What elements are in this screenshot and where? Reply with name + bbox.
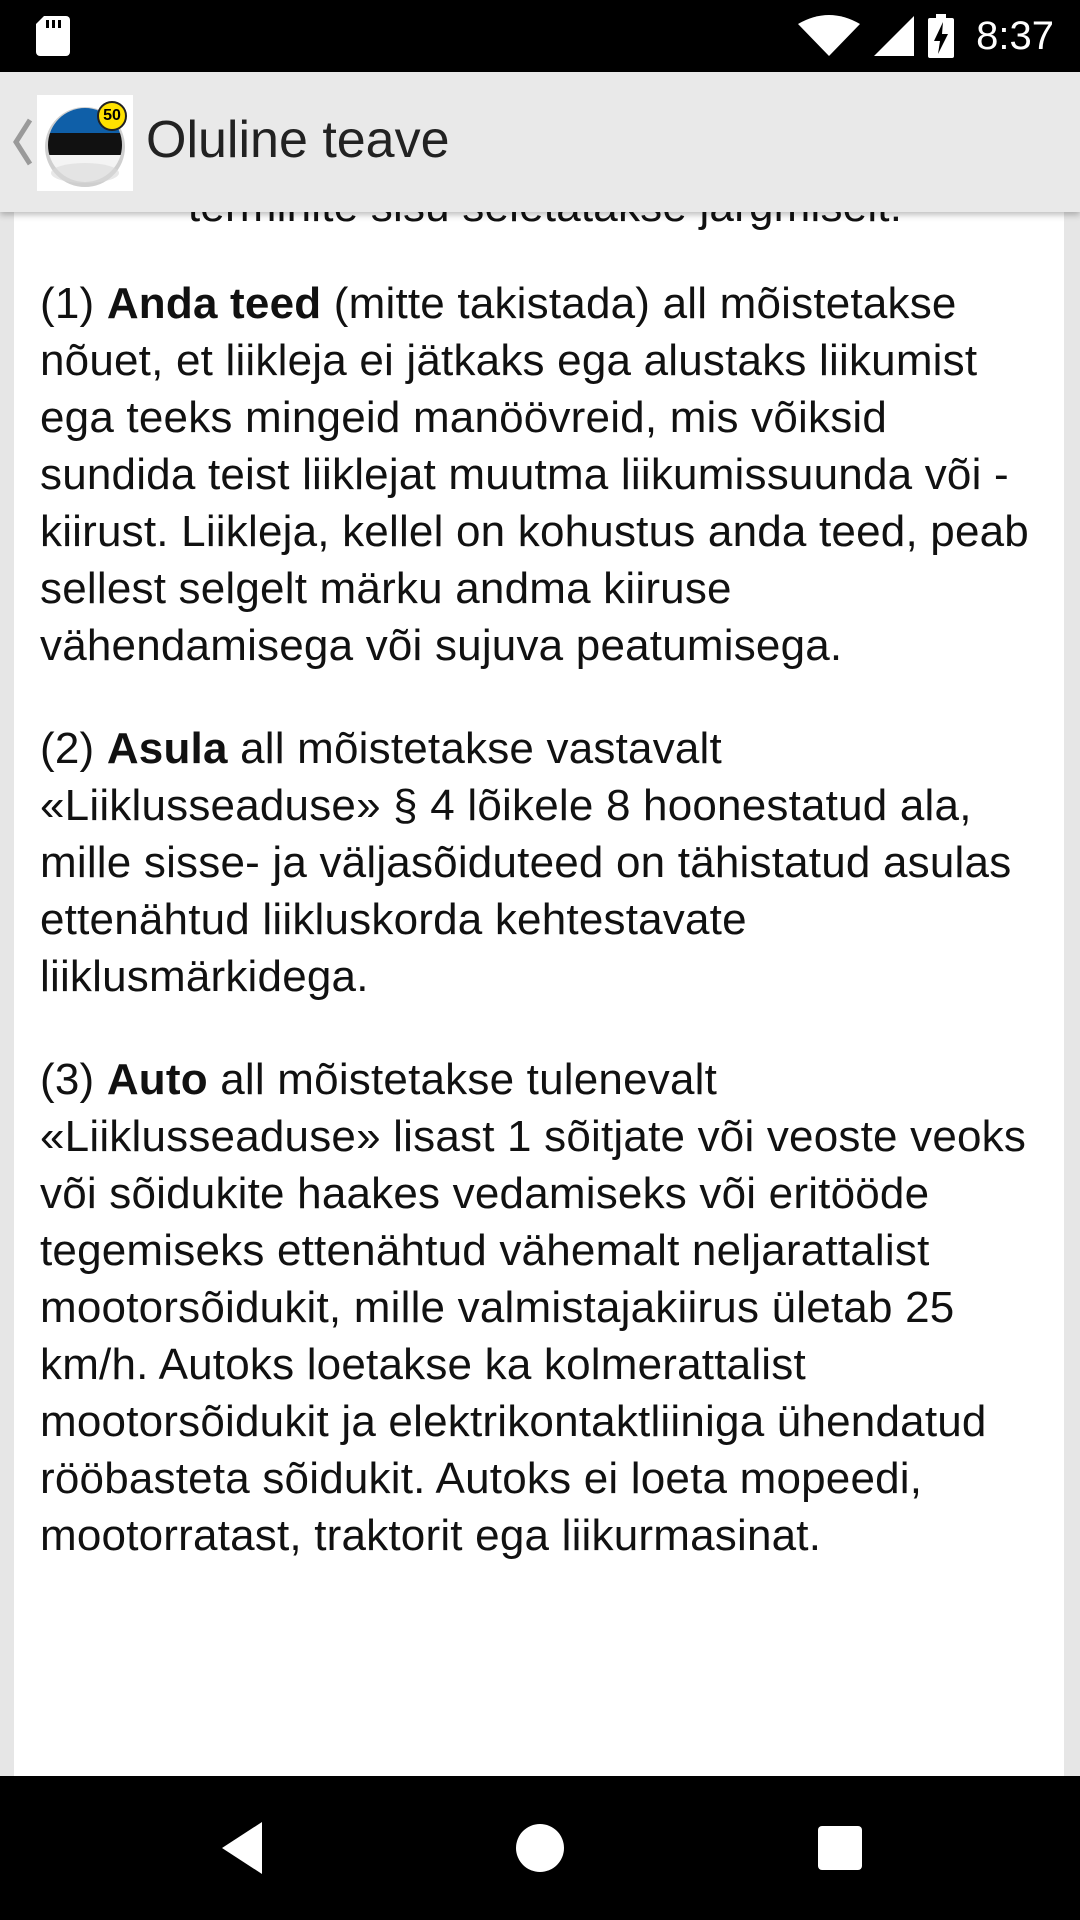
paragraph-text: (mitte takistada) all mõistetakse nõuet, et liikleja ei jätkaks ega alustaks liikumist ega teeks mingeid manöövreid, mis võiksid sundida teist liiklejat muutma liikumissuunda või -kiirust. Liikleja, kellel on kohustus anda teed, peab sellest selgelt märku andma kiiruse vähendamisega või sujuva peatumisega. <box>40 279 1029 670</box>
back-triangle-icon[interactable] <box>214 1818 274 1878</box>
content-scroll-area[interactable] <box>14 212 1064 1776</box>
recents-square-icon[interactable] <box>810 1818 870 1878</box>
wifi-icon <box>798 16 860 56</box>
action-bar <box>0 72 1080 212</box>
paragraph-number: (1) <box>40 279 95 328</box>
cell-signal-icon <box>874 16 914 56</box>
sd-card-icon <box>36 16 70 56</box>
logo-badge: 50 <box>97 101 127 131</box>
paragraph-term: Asula <box>106 724 228 773</box>
chevron-left-icon[interactable] <box>10 116 34 168</box>
page-title: Oluline teave <box>146 111 450 169</box>
app-logo[interactable] <box>37 95 133 191</box>
paragraph-2 <box>40 720 1050 1005</box>
paragraph-text: all mõistetakse tulenevalt «Liiklusseaduse» lisast 1 sõitjate või veoste veoks või sõidukite haakes vedamiseks või eritööde tegemiseks ettenähtud vähemalt neljarattalist mootorsõidukit, mille valmistajakiirus ületab 25 km/h. Autoks loetakse ka kolmerattalist mootorsõidukit ja elektrikontaktliiniga ühendatud rööbasteta sõidukit. Autoks ei loeta mopeedi, mootorratast, traktorit ega liikurmasinat. <box>40 1055 1027 1560</box>
status-time: 8:37 <box>976 13 1054 58</box>
paragraph-number: (3) <box>40 1055 95 1104</box>
home-circle-icon[interactable] <box>510 1818 570 1878</box>
paragraph-1 <box>40 275 1050 674</box>
status-icons <box>798 0 1054 72</box>
paragraph-text: all mõistetakse vastavalt «Liiklusseaduse» § 4 lõikele 8 hoonestatud ala, mille sisse- ja väljasõiduteed on tähistatud asulas ettenähtud liikluskorda kehtestavate liiklusmärkidega. <box>40 724 1012 1001</box>
battery-charging-icon <box>928 14 954 58</box>
paragraph-3 <box>40 1051 1050 1564</box>
status-bar <box>0 0 1080 72</box>
paragraph-term: Auto <box>106 1055 208 1104</box>
paragraph-term: Anda teed <box>106 279 322 328</box>
paragraph-number: (2) <box>40 724 95 773</box>
navigation-bar <box>0 1776 1080 1920</box>
content-body <box>40 178 1050 1610</box>
